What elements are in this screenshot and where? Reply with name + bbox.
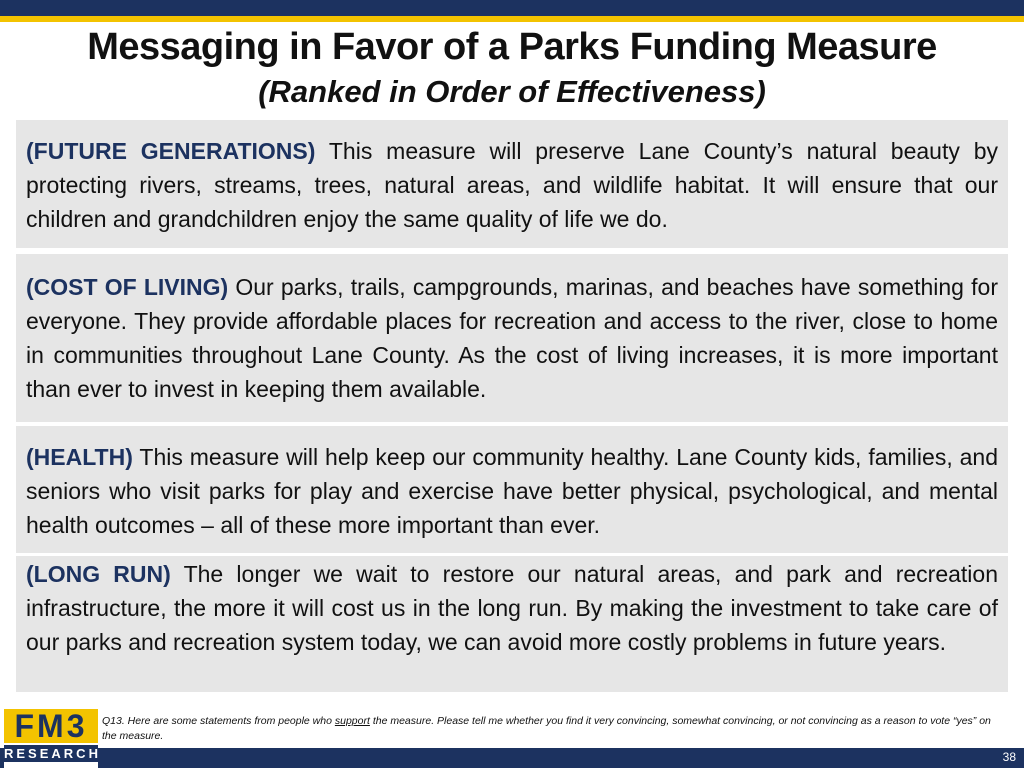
message-tag: (COST OF LIVING) (26, 274, 229, 300)
footnote-underlined-word: support (334, 715, 370, 727)
logo-fm3-text: FM3 (4, 709, 98, 743)
slide-subtitle: (Ranked in Order of Effectiveness) (258, 74, 766, 109)
message-text: This measure will help keep our community healthy. Lane County kids, families, and seniors who visit parks for play and exercise have better physical, psychological, and mental health outcomes – all of these more important than ever. (26, 444, 998, 538)
fm3-research-logo (4, 706, 101, 768)
message-tag: (HEALTH) (26, 444, 133, 470)
message-tag: (LONG RUN) (26, 561, 171, 587)
message-text: This measure will preserve Lane County’s natural beauty by protecting rivers, streams, trees, natural areas, and wildlife habitat. It will ensure that our children and grandchildren enjoy the same quality of life we do. (26, 138, 998, 232)
message-card-future-generations (16, 120, 1008, 248)
message-text: The longer we wait to restore our natural areas, and park and recreation infrastructure, the more it will cost us in the long run. By making the investment to take care of our parks and recreation system today, we can avoid more costly problems in future years. (26, 561, 998, 655)
slide-title: Messaging in Favor of a Parks Funding Measure (87, 26, 937, 68)
top-gold-stripe (0, 16, 1024, 22)
page-number: 38 (1002, 750, 1016, 764)
footnote-text-after: the measure. Please tell me whether you find it very convincing, somewhat convincing, or not convincing as a reason to vote “yes” on the measure. (102, 715, 991, 742)
message-card-cost-of-living (16, 254, 1008, 422)
survey-question-footnote (102, 714, 1002, 744)
message-card-long-run (16, 556, 1008, 692)
message-text: Our parks, trails, campgrounds, marinas, and beaches have something for everyone. They provide affordable places for recreation and access to the river, close to home in communities throughout Lane County. As the cost of living increases, it is more important than ever to invest in keeping them available. (26, 274, 998, 402)
logo-research-text: RESEARCH (4, 746, 101, 761)
message-tag: (FUTURE GENERATIONS) (26, 138, 316, 164)
top-navy-bar (0, 0, 1024, 16)
bottom-navy-bar (0, 748, 1024, 768)
footnote-text-before: Q13. Here are some statements from people who (102, 715, 335, 727)
message-card-health (16, 426, 1008, 553)
